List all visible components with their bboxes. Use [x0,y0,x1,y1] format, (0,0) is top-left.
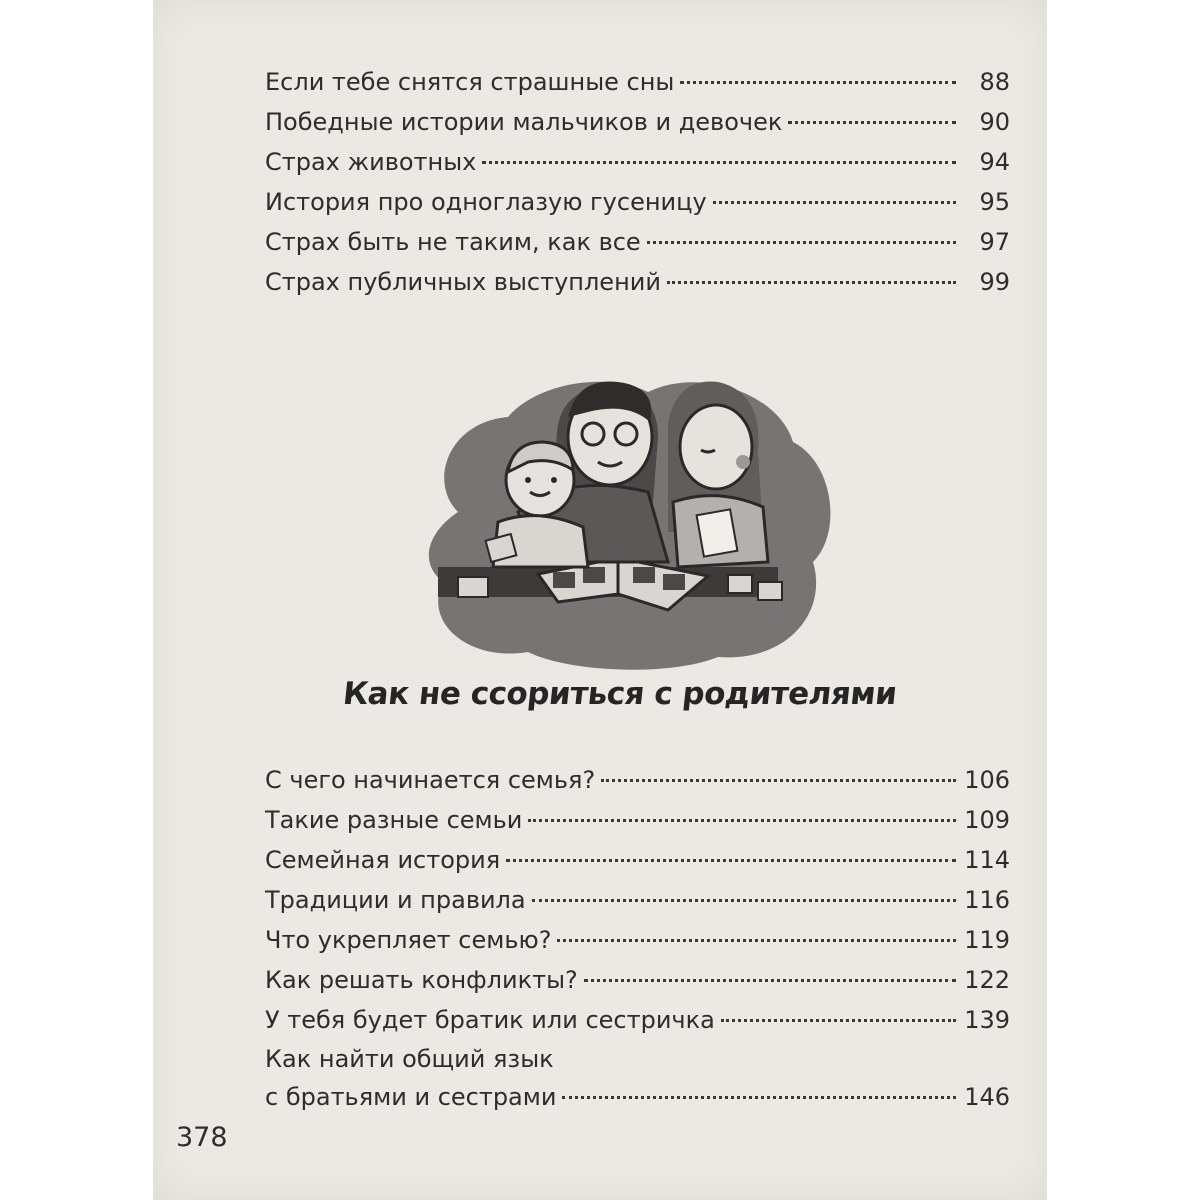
section-heading: Как не ссориться с родителями [341,676,899,712]
toc-entry [265,222,1010,262]
toc-entry-page: 146 [964,1083,1010,1111]
toc-entry-page: 106 [964,766,1010,794]
leader-dots [584,979,956,982]
leader-dots [528,819,956,822]
leader-dots [713,201,956,204]
toc-entry [265,62,1010,102]
toc-entry-title-line2: с братьями и сестрами [265,1083,557,1111]
toc-entry [265,960,1010,1000]
toc-entry-page: 90 [979,108,1010,136]
toc-entry-title: Как решать конфликты? [265,966,578,994]
toc-entry-title: Если тебе снятся страшные сны [265,68,675,96]
toc-entry-title: Семейная история [265,846,501,874]
toc-entry-page: 97 [979,228,1010,256]
toc-entry-title: Традиции и правила [265,886,526,914]
toc-entry [265,262,1010,302]
toc-entry-page: 99 [979,268,1010,296]
toc-entry-page: 95 [979,188,1010,216]
toc-entry-title-line1: Как найти общий язык [265,1045,554,1073]
toc-entry [265,880,1010,920]
toc-entry-title: Страх публичных выступлений [265,268,661,296]
toc-entry-page: 119 [964,926,1010,954]
leader-dots [667,281,956,284]
toc-entry-title: У тебя будет братик или сестричка [265,1006,715,1034]
leader-dots [532,899,956,902]
leader-dots [482,161,956,164]
leader-dots [647,241,956,244]
toc-entry-page: 94 [979,148,1010,176]
toc-entry-page: 139 [964,1006,1010,1034]
toc-entry-page: 114 [964,846,1010,874]
leader-dots [721,1019,956,1022]
toc-entry [265,920,1010,960]
toc-entry [265,760,1010,800]
leader-dots [788,121,956,124]
toc-entry [265,1040,1010,1116]
toc-entry-page: 116 [964,886,1010,914]
toc-entry-title: С чего начинается семья? [265,766,596,794]
toc-entry-title: Такие разные семьи [265,806,523,834]
leader-dots [557,939,956,942]
toc-entry [265,102,1010,142]
toc-entry-page: 109 [964,806,1010,834]
leader-dots [601,779,956,782]
toc-entry-title: Страх быть не таким, как все [265,228,641,256]
toc-entry [265,840,1010,880]
toc-entry [265,142,1010,182]
toc-entry-page: 88 [979,68,1010,96]
toc-entry [265,800,1010,840]
toc-entry-title: Победные истории мальчиков и девочек [265,108,783,136]
toc-entry [265,182,1010,222]
toc-entry-page: 122 [964,966,1010,994]
page-number: 378 [176,1122,228,1153]
family-reading-photo-album-icon [418,362,838,672]
leader-dots [506,859,956,862]
toc-list-parents [265,760,1010,1116]
toc-entry-title: Страх животных [265,148,477,176]
leader-dots [680,81,956,84]
toc-entry [265,1000,1010,1040]
toc-entry-title: История про одноглазую гусеницу [265,188,707,216]
toc-list-fears [265,62,1010,302]
leader-dots [562,1096,956,1099]
toc-entry-title: Что укрепляет семью? [265,926,552,954]
